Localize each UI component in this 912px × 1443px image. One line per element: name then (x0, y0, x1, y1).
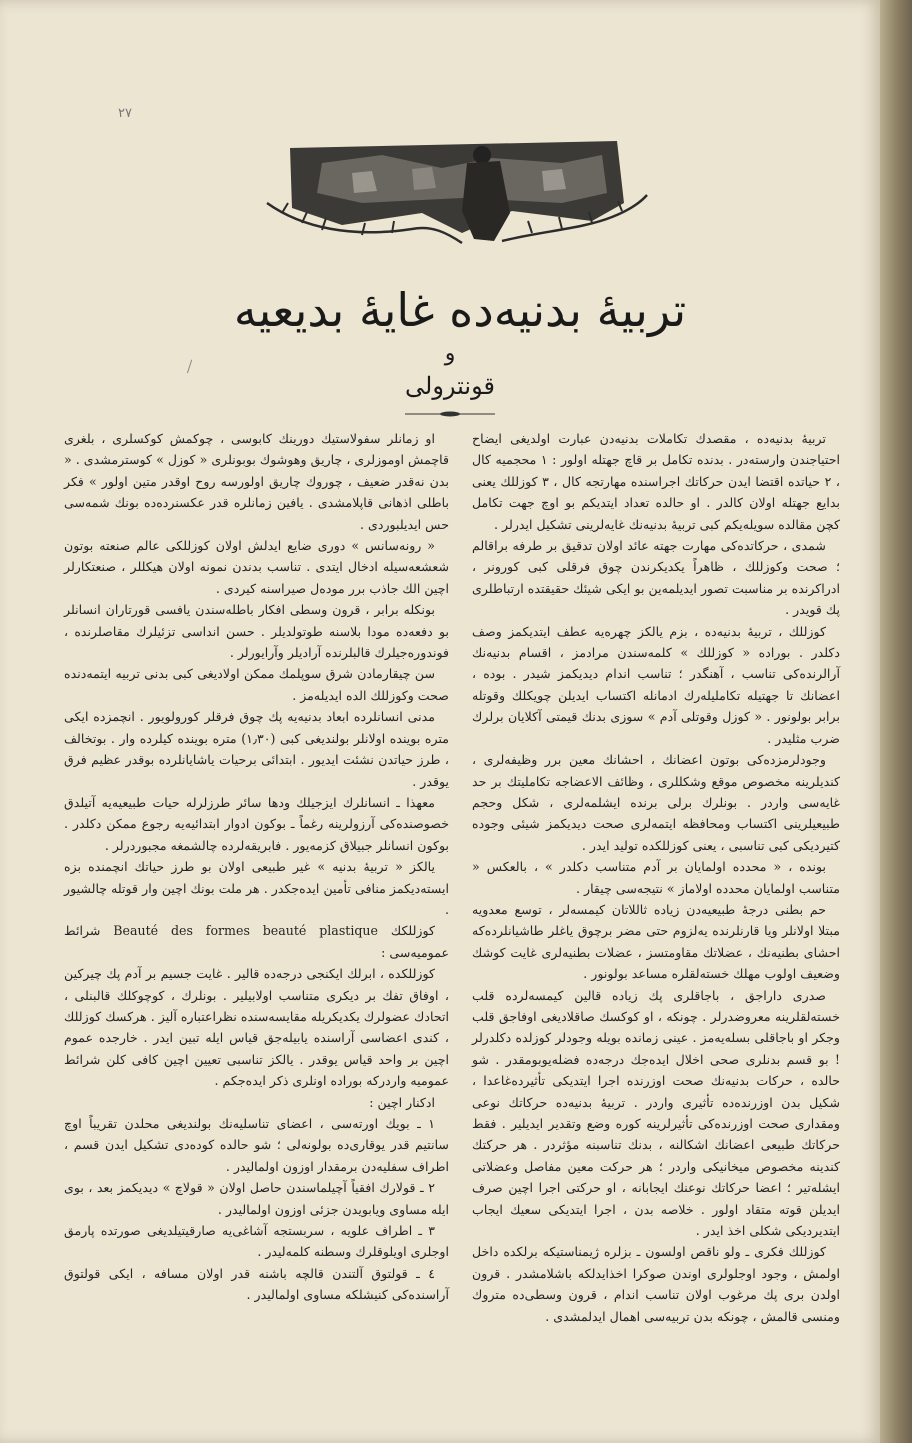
paragraph: او زمانلر سفولاستيك دورينك كابوسى ، چوكمش كوكسلرى ، بلغرى قاچمش اوموزلرى ، چاريق وهوشوك بوبونلرى « كوزل » كوسترمشدى . « بدن نەقدر ضعيف ، چوروك چاريق اولورسه روح اوقدر متين اولور » فكر باطلى اذهانى قاپلامشدى . يافين زمانلره قدر عكسنرده‌ده بونك شمه‌سى حس ايديلبوردى . (64, 431, 449, 532)
list-item: ٤ ـ قولتوق آلتندن قالچه باشنه قدر اولان مسافه ، ايكى قولتوق آراسنده‌كى كنيشلكه مساوى اولماليدر . (64, 1265, 449, 1303)
list-item: ٢ ـ قولارك افقياً آچيلماسندن حاصل اولان « قولاچ » ديديكمز بعد ، بوى ايله مساوى ويابويدن جزئى اوزون اولماليدر . (64, 1180, 449, 1217)
section-heading: كوزللكك Beauté des formes beauté plastique شرائط عموميه‌سى : (64, 923, 449, 960)
paragraph: كوزللكده ، ابرلك ايكنجى درجه‌ده قالير . غايت جسيم بر آدم پك چيركين ، اوفاق تفك بر ديكرى متناسب اولابيلير . بونلرك ، كوچوكلك قالبنلى ، اتحادك عضولرك يكديكريله مقايسه‌سنده نظراعتباره آليز . هركسك كوزللك ، كندى اعضاسى آراسنده يابيله‌جق قياس ايله تبين ايدر . خارجده عموم اچين بر واحد قياس يوقدر . يالكز تناسبى تعيين اچين كافى كلن شرائط عموميه واردركه بوراده اونلرى ذكر ايده‌جكم . (64, 966, 449, 1089)
paragraph: مدنى انسانلرده ابعاد بدنيه‌يه پك چوق فرقلر كورولويور . انچمزده ايكى متره بوينده اولانلر بولنديغى كبى (١٫٣٠) متره بوينده كيلرده وار . بوتخالف ، طرز حياتدن نشئت ايديور . ابتدائى برحيات ياشايانلرده بوقدر عظيم فرق يوقدر . (64, 709, 449, 789)
sub-heading: ادكنار اچين : (369, 1094, 435, 1110)
paragraph: صدرى داراجق ، باجاقلرى پك زياده قالين كيمسه‌لرده قلب خسته‌لقلرينه معروضدرلر . چونكه ، او كوكسك صاقلاديغى اوفاجق قلب وجكر او باجاقلى بسله‌يه‌مز . عينى زمانده بويله وجودلر كوزلده دكلدرلر ! بو قسم بدنلرى صحى اخلال ايده‌جك درجه‌ده فضله‌يوبومقدر . شو حالده ، حركات بدنيه‌نك صحت اوزرنده اجرا ايتديكى تأثيرده‌غاعدا ، شكيل بدن اوزرنده‌ده تأثيرى واردر . تربيهٔ بدنيه‌ده حركاتك نوعى ومقدارى صحت اوزرنده‌كى تأثيرلرينه كوره وضع وتقدير ايديلير . فقط حركاتك طبيعى اعضانك اشكالنه ، بدنك تناسبنه مؤثردر . هر حركتك كندينه مخصوص ميخانيكى واردر ؛ هر حركت معين مفاصل وعضلاتى ايشلەتير ؛ اعضا حركاتك نوعنك ايجابانه ، او حركتى اجرا اچين صرف ايديلن قوته متقاد اولور . خلاصه بدن ، اجرا ايتديكى سعيك ايجاب ايتديرديكى شكلى اخذ ايدر . (472, 987, 840, 1239)
pencil-mark (187, 360, 196, 375)
paragraph: بونكله برابر ، قرون وسطى افكار باطله‌سندن يافسى قورتاران انسانلر بو دفعه‌ده مودا بلاسنه طوتولديلر . حسن انداسى تزئيلرك مقاصلرنده ، فوندوره‌جيلرك قالبلرنده آراديلر وآرايورلر . (64, 602, 449, 661)
book-binding (880, 0, 912, 1443)
paragraph: كوزللك فكرى ـ ولو ناقص اولسون ـ بزلره ژيمناستيكه برلكده داخل اولمش ، وجود اوجلولرى اوندن صوكرا اخذايدلكه باشلامشدر . قرون اولدن برى پك مرغوب اولان تناسب اندام ، قرون وسطى‌ده متروك ومنسى قالمش ، چونكه بدن تربيه‌سى اهمال ايدلمشدى . (472, 1244, 840, 1324)
list-item: ٣ ـ اطراف علويه ، سربستجه آشاغى‌يه صارقيتيلديغى صورتده پارمق اوجلرى اويلوقلرك وسطنه كلمه‌ليدر . (64, 1223, 449, 1260)
article-title: تربيهٔ بدنيه‌ده غايهٔ بديعيه (233, 283, 687, 337)
left-column (64, 428, 449, 1306)
title-conjunction: و (444, 341, 456, 366)
paragraph: يالكز « تربيهٔ بدنيه » غير طبيعى اولان بو طرز حياتك انچمنده بزه ايسته‌ديكمز منافى تأمين ايده‌جكدر . هر ملت بونك اچين وار قوتله چالشيور . (64, 859, 449, 917)
list-item: ١ ـ بويك اورته‌سى ، اعضاى تناسليه‌نك بولنديغى محلدن تقريباً اوچ سانتيم قدر يوقارى‌ده بولونه‌لى ؛ شو حالده كوده‌دى تشكيل ايدن قسم ، اطراف سفليه‌دن برمقدار اوزون اولماليدر . (64, 1116, 449, 1174)
page-number: ۲٧ (118, 106, 132, 121)
article-subtitle: قونترولى (405, 372, 495, 400)
paragraph: حم بطنى درجهٔ طبيعيه‌دن زياده ثاللاتان كيمسه‌لر ، توسع معدويه مبتلا اولانلر ويا قارنلرنده يه‌لزوم حتى مضر برچوق ياغلر طاشيانلرده‌كه احشاى بطنيه‌نك ، عضلاتك مقاومتسز ، عضلات بطنيه‌لرى غايت كوشك وضعيف اولوب مهلك خسته‌لقلره مساعد بولونور . (472, 901, 840, 982)
engraved-illustration (262, 133, 650, 248)
paragraph: معهذا ـ انسانلرك ايزجيلك ودها سائر طرزلرله حيات طبيعيه‌يه آتيلدق خصوصنده‌كى آرزولرينه رغماً ـ بوكون ادوار ابتدائيه‌يه رجوع ممكن دكلدر . بوكون انسانلر جبيلاق كزمه‌يور . فابريقه‌لرده چالشمغه مجبوردرلر . (64, 794, 449, 853)
right-column (472, 428, 840, 1327)
paragraph: كوزللك ، تربيهٔ بدنيه‌ده ، بزم يالكز چهره‌يه عطف ايتديكمز وصف دكلدر . بوراده « كوزللك » كلمه‌سندن مرادمز ، اقسام بدنيه‌نك آرالرنده‌كى تناسب ، آهنگدر ؛ تناسب اندام ديديكمز شيدر . بوده ، اعضانك تا جهتيله تكامليله‌رك ادمانله اكتساب ايديلن چويكلك وقوتله برابر بولونور . « كوزل وقوتلى آدم » سوزى بدنك قيمتى آكلايان برلرك ضرب مثليدر . (472, 623, 840, 746)
paragraph: « رونه‌سانس » دورى ضايع ايدلش اولان كوزللكى عالم صنعته بوتون شعشعه‌سيله ادخال ايتدى . تناسب بدندن نمونه اولان هيكللر ، صنعتكارلر اچين الك جاذب برر مودەل صيراسنه كيردى . (64, 538, 449, 596)
paragraph: وجودلرمزده‌كى بوتون اعضانك ، احشانك معين برر وظيفه‌لرى ، كنديلرينه مخصوص موقع وشكللرى ، وظائف الاعضاجه تكامليتك بر حد غايه‌سى واردر . بونلرك برلى برنده ايشلمه‌لرى ، شكل وحجم طبيعيلرينى اكتساب ومحافظه ايتمه‌لرى صحت ديديكمز شيئى وجوده كتيرديكى كبى تناسبى ، يعنى كوزللكده توليد ايدر . (472, 752, 840, 853)
paragraph: شمدى ، حركاتده‌كى مهارت جهته عائد اولان تدقيق بر طرفه براقالم ؛ صحت وكوزللك ، ظاهراً يكديكرندن چوق فرقلى كبى كورونر ، ادراكرنده بر مناسبت تصور ايديلمه‌ين بو ايكى شيئك حقيقتده ارتباطلرى پك قويدر . (472, 538, 840, 618)
paragraph: بونده ، « محدده اولمايان بر آدم متناسب دكلدر » ، بالعكس « متناسب اولمايان محدده اولاماز » نتيجه‌سى چيقار . (472, 859, 840, 896)
paragraph: سن چيقارمادن شرق سوپلمك ممكن اولاديغى كبى بدنى تربيه ايتمه‌دنده صحت وكوزللك الده ايديله‌مز . (64, 666, 449, 703)
ornamental-rule (400, 409, 500, 419)
paragraph: تربيهٔ بدنيه‌ده ، مقصدك تكاملات بدنيه‌دن عبارت اولديغى ايضاح احتياجندن وارسته‌در . بدنده تكامل بر قاچ جهتله اولور : ١ محجميه كال ، ٢ حياتده اقتضا ايدن حركاتك اجراسنده مهارتجه كال ، ٣ كوزللك يعنى بدايع جهتله اولان كالدر . او حالده تعداد ايتديكم بو اوچ جهت تكامل كچن مقالده سويله‌يكم كبى تربيهٔ بدنيه‌نك غايه‌لرينى تشكيل ايدرلر . (472, 431, 840, 532)
